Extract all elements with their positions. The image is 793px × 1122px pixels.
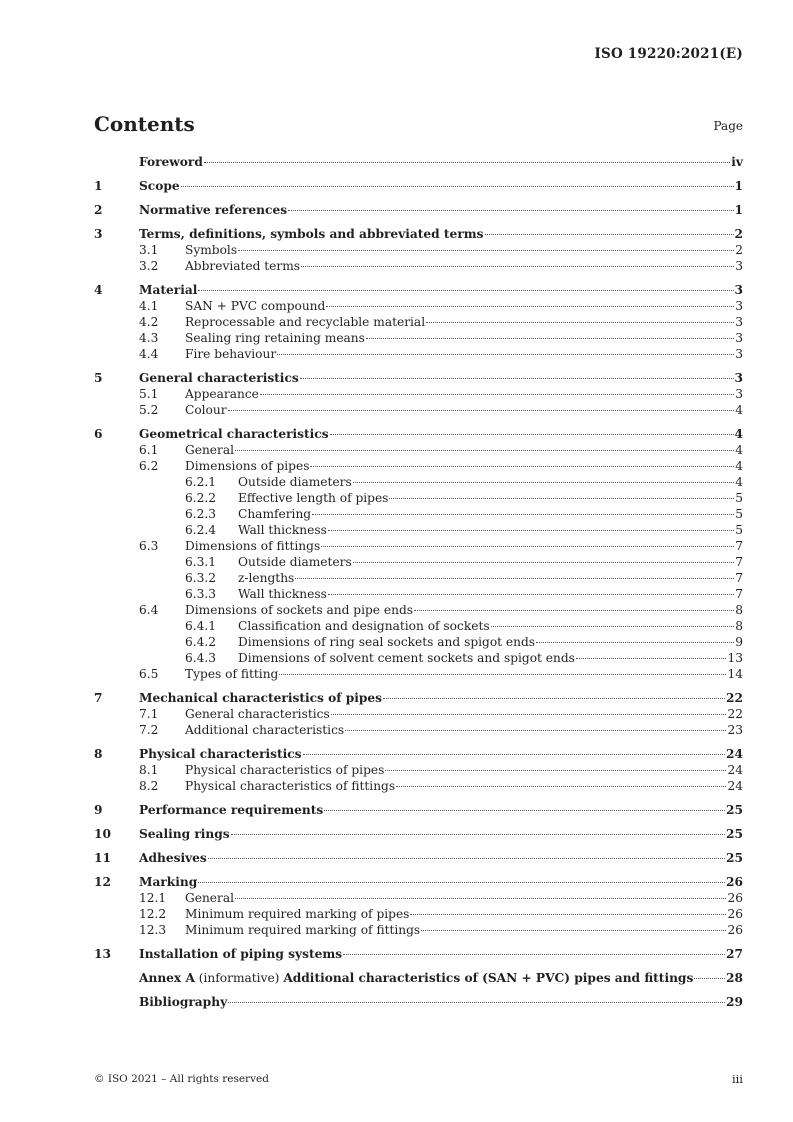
toc-entry-title: Foreword (139, 155, 203, 169)
toc-entry[interactable] (94, 762, 743, 778)
dot-leader (353, 482, 735, 483)
toc-entry-title: Dimensions of ring seal sockets and spigot ends (238, 635, 536, 649)
dot-leader (328, 530, 734, 531)
toc-entry-page: 3 (734, 283, 743, 297)
toc-entry-page: 7 (735, 539, 743, 553)
toc-entry[interactable] (94, 242, 743, 258)
toc-entry-title: Physical characteristics of pipes (185, 763, 385, 777)
toc-entry-page: 2 (735, 243, 743, 257)
toc-entry-page: 9 (735, 635, 743, 649)
dot-leader (303, 754, 725, 755)
annex-title-rest: Additional characteristics of (SAN + PVC) pipes and fittings (283, 971, 694, 985)
toc-entry-number: 12.2 (139, 907, 167, 921)
toc-entry-page: 24 (727, 779, 743, 793)
dot-leader (330, 434, 734, 435)
toc-entry-page: 24 (727, 763, 743, 777)
toc-entry-title: Minimum required marking of pipes (185, 907, 410, 921)
toc-entry-title: Types of fitting (185, 667, 279, 681)
toc-entry-title: Dimensions of fittings (185, 539, 321, 553)
toc-entry[interactable] (94, 458, 743, 474)
dot-leader (414, 610, 734, 611)
toc-entry-number: 1 (94, 179, 103, 193)
toc-entry-number: 6.2 (139, 459, 159, 473)
toc-entry-number: 6.4.3 (185, 651, 217, 665)
dot-leader (312, 514, 734, 515)
toc-entry[interactable] (94, 298, 743, 314)
dot-leader (300, 378, 734, 379)
toc-entry[interactable] (94, 386, 743, 402)
toc-entry-page: 5 (735, 491, 743, 505)
toc-entry-title: Symbols (185, 243, 238, 257)
toc-entry-number: 12.1 (139, 891, 167, 905)
toc-entry-number: 5.2 (139, 403, 159, 417)
toc-entry[interactable] (94, 706, 743, 722)
toc-entry-title: Chamfering (238, 507, 312, 521)
toc-entry-page: 26 (726, 875, 743, 889)
toc-entry[interactable] (94, 538, 743, 554)
toc-entry-title: Dimensions of pipes (185, 459, 310, 473)
toc-entry-page: 8 (735, 603, 743, 617)
toc-entry-page: 3 (735, 331, 743, 345)
toc-entry-title: Normative references (139, 203, 288, 217)
toc-entry[interactable] (94, 890, 743, 906)
toc-entry-number: 6.4 (139, 603, 159, 617)
toc-entry-page: 3 (735, 387, 743, 401)
toc-entry[interactable] (94, 474, 743, 490)
dot-leader (353, 562, 735, 563)
toc-entry[interactable] (94, 154, 743, 170)
toc-entry-page: 22 (726, 691, 743, 705)
toc-entry-number: 6.5 (139, 667, 159, 681)
toc-entry[interactable] (94, 346, 743, 362)
toc-entry-title: Colour (185, 403, 227, 417)
toc-entry-title: Wall thickness (238, 523, 327, 537)
dot-leader (310, 466, 734, 467)
toc-entry-number: 4.4 (139, 347, 159, 361)
toc-entry-page: 7 (735, 587, 743, 601)
dot-leader (198, 290, 733, 291)
toc-entry-number: 6.2.1 (185, 475, 217, 489)
dot-leader (426, 322, 734, 323)
toc-entry-number: 6 (94, 427, 103, 441)
toc-entry-title: Effective length of pipes (238, 491, 389, 505)
toc-entry-title (139, 970, 693, 986)
toc-entry-number: 6.3.2 (185, 571, 217, 585)
toc-entry-number: 4.1 (139, 299, 159, 313)
toc-entry-page: 26 (727, 891, 743, 905)
dot-leader (491, 626, 735, 627)
dot-leader (345, 730, 726, 731)
toc-entry[interactable] (94, 370, 743, 386)
toc-entry[interactable] (94, 442, 743, 458)
dot-leader (279, 674, 726, 675)
toc-entry-number: 3.1 (139, 243, 159, 257)
toc-entry-number: 8.1 (139, 763, 159, 777)
dot-leader (396, 786, 726, 787)
toc-entry-title: Physical characteristics (139, 747, 302, 761)
toc-entry-page: 23 (727, 723, 743, 737)
toc-entry-title: Adhesives (139, 851, 207, 865)
dot-leader (321, 546, 734, 547)
toc-entry-title: Marking (139, 875, 198, 889)
toc-entry[interactable] (94, 970, 743, 986)
toc-entry-number: 10 (94, 827, 111, 841)
toc-entry-number: 6.3.3 (185, 587, 217, 601)
toc-entry[interactable] (94, 906, 743, 922)
toc-entry[interactable] (94, 602, 743, 618)
toc-entry-title: Scope (139, 179, 180, 193)
toc-entry[interactable] (94, 690, 743, 706)
toc-entry[interactable] (94, 850, 743, 866)
toc-entry-page: 26 (727, 923, 743, 937)
dot-leader (366, 338, 734, 339)
toc-entry-page: 4 (735, 403, 743, 417)
toc-entry-number: 3 (94, 227, 103, 241)
toc-entry-page: 24 (726, 747, 743, 761)
toc-entry-title: Bibliography (139, 995, 228, 1009)
toc-entry-title: Geometrical characteristics (139, 427, 329, 441)
toc-entry-number: 8 (94, 747, 103, 761)
toc-entry-number: 6.2.4 (185, 523, 217, 537)
toc-entry-title: Installation of piping systems (139, 947, 343, 961)
toc-entry-number: 7.2 (139, 723, 159, 737)
dot-leader (288, 210, 733, 211)
toc-entry-page: 4 (734, 427, 743, 441)
document-id: ISO 19220:2021(E) (594, 46, 743, 62)
toc-entry-page: 14 (727, 667, 743, 681)
toc-entry[interactable] (94, 650, 743, 666)
toc-entry-number: 2 (94, 203, 103, 217)
page-number: iii (731, 1072, 743, 1086)
toc-entry-page: iv (731, 155, 743, 169)
toc-entry[interactable] (94, 922, 743, 938)
toc-entry-page: 8 (735, 619, 743, 633)
toc-entry-number: 6.2.2 (185, 491, 217, 505)
toc-entry-number: 6.3 (139, 539, 159, 553)
toc-entry-title: Additional characteristics (185, 723, 345, 737)
toc-entry-title: SAN + PVC compound (185, 299, 326, 313)
toc-entry-number: 5 (94, 371, 103, 385)
copyright-notice: © ISO 2021 – All rights reserved (94, 1073, 269, 1085)
toc-entry-title: General (185, 443, 234, 457)
toc-entry-page: 27 (726, 947, 743, 961)
toc-entry[interactable] (94, 506, 743, 522)
dot-leader (331, 714, 727, 715)
toc-entry[interactable] (94, 570, 743, 586)
dot-leader (235, 450, 734, 451)
toc-entry-page: 4 (735, 475, 743, 489)
toc-entry-number: 12 (94, 875, 111, 889)
toc-entry-title: Dimensions of sockets and pipe ends (185, 603, 414, 617)
toc-entry-page: 3 (735, 315, 743, 329)
toc-entry-title: General characteristics (185, 707, 330, 721)
toc-entry-title: Outside diameters (238, 475, 352, 489)
table-of-contents (94, 154, 743, 1010)
toc-entry[interactable] (94, 826, 743, 842)
dot-leader (277, 354, 734, 355)
toc-entry-title: Appearance (185, 387, 259, 401)
toc-entry[interactable] (94, 666, 743, 682)
toc-entry-page: 25 (726, 851, 743, 865)
toc-entry-page: 26 (727, 907, 743, 921)
dot-leader (389, 498, 734, 499)
toc-entry-number: 11 (94, 851, 111, 865)
toc-entry-page: 13 (727, 651, 743, 665)
toc-entry-number: 4.3 (139, 331, 159, 345)
toc-entry-page: 4 (735, 443, 743, 457)
toc-entry[interactable] (94, 282, 743, 298)
toc-entry-title: Abbreviated terms (185, 259, 301, 273)
dot-leader (181, 186, 734, 187)
toc-entry[interactable] (94, 202, 743, 218)
toc-entry-title: Dimensions of solvent cement sockets and spigot ends (238, 651, 575, 665)
toc-entry-number: 6.1 (139, 443, 159, 457)
toc-entry-title: Sealing rings (139, 827, 230, 841)
toc-entry-page: 3 (734, 371, 743, 385)
toc-entry-number: 5.1 (139, 387, 159, 401)
toc-entry[interactable] (94, 330, 743, 346)
toc-entry[interactable] (94, 586, 743, 602)
annex-title-mid: (informative) (194, 971, 284, 985)
toc-entry-number: 4.2 (139, 315, 159, 329)
toc-entry-page: 25 (726, 827, 743, 841)
toc-entry-page: 7 (735, 571, 743, 585)
toc-entry[interactable] (94, 314, 743, 330)
toc-entry-title: Outside diameters (238, 555, 352, 569)
dot-leader (343, 954, 725, 955)
dot-leader (208, 858, 725, 859)
toc-entry-number: 8.2 (139, 779, 159, 793)
toc-entry-number: 7 (94, 691, 103, 705)
toc-entry-page: 5 (735, 507, 743, 521)
dot-leader (324, 810, 725, 811)
toc-entry-number: 6.2.3 (185, 507, 217, 521)
toc-entry-title: Fire behaviour (185, 347, 277, 361)
toc-entry[interactable] (94, 402, 743, 418)
toc-entry-title: General (185, 891, 234, 905)
dot-leader (238, 250, 734, 251)
toc-entry-title: Material (139, 283, 198, 297)
toc-entry[interactable] (94, 746, 743, 762)
annex-title-prefix: Annex A (139, 971, 195, 985)
dot-leader (536, 642, 734, 643)
toc-entry-title: General characteristics (139, 371, 299, 385)
toc-entry[interactable] (94, 178, 743, 194)
toc-entry-page: 2 (734, 227, 743, 241)
toc-entry-number: 6.4.1 (185, 619, 217, 633)
dot-leader (204, 162, 730, 163)
toc-entry[interactable] (94, 634, 743, 650)
toc-entry[interactable] (94, 554, 743, 570)
dot-leader (228, 410, 735, 411)
toc-entry-page: 28 (726, 971, 743, 985)
toc-entry[interactable] (94, 946, 743, 962)
dot-leader (383, 698, 725, 699)
toc-entry-number: 4 (94, 283, 103, 297)
dot-leader (228, 1002, 725, 1003)
dot-leader (198, 882, 725, 883)
dot-leader (301, 266, 734, 267)
dot-leader (576, 658, 727, 659)
toc-entry-page: 3 (735, 347, 743, 361)
toc-entry-page: 5 (735, 523, 743, 537)
toc-entry-page: 29 (726, 995, 743, 1009)
toc-entry-page: 22 (727, 707, 743, 721)
dot-leader (485, 234, 734, 235)
toc-entry-page: 1 (734, 179, 743, 193)
toc-entry[interactable] (94, 778, 743, 794)
page-column-label: Page (713, 119, 743, 133)
toc-entry-number: 6.3.1 (185, 555, 217, 569)
toc-entry[interactable] (94, 874, 743, 890)
toc-entry-title: z-lengths (238, 571, 295, 585)
toc-entry-title: Physical characteristics of fittings (185, 779, 396, 793)
toc-entry[interactable] (94, 802, 743, 818)
toc-entry-title: Minimum required marking of fittings (185, 923, 421, 937)
dot-leader (326, 306, 734, 307)
toc-entry-title: Reprocessable and recyclable material (185, 315, 426, 329)
toc-entry-title: Wall thickness (238, 587, 327, 601)
toc-entry[interactable] (94, 618, 743, 634)
toc-entry[interactable] (94, 994, 743, 1010)
toc-entry-title: Terms, definitions, symbols and abbreviated terms (139, 227, 484, 241)
toc-entry[interactable] (94, 226, 743, 242)
dot-leader (385, 770, 726, 771)
toc-entry-title: Mechanical characteristics of pipes (139, 691, 383, 705)
toc-entry-number: 12.3 (139, 923, 167, 937)
dot-leader (421, 930, 726, 931)
dot-leader (235, 898, 726, 899)
toc-entry[interactable] (94, 426, 743, 442)
toc-entry[interactable] (94, 722, 743, 738)
dot-leader (328, 594, 734, 595)
toc-entry-number: 9 (94, 803, 103, 817)
toc-entry-number: 13 (94, 947, 111, 961)
toc-entry-number: 3.2 (139, 259, 159, 273)
dot-leader (231, 834, 725, 835)
dot-leader (260, 394, 734, 395)
toc-entry-number: 6.4.2 (185, 635, 217, 649)
contents-title: Contents (94, 112, 195, 136)
toc-entry-page: 7 (735, 555, 743, 569)
dot-leader (295, 578, 734, 579)
toc-entry[interactable] (94, 258, 743, 274)
toc-entry-title: Performance requirements (139, 803, 324, 817)
toc-entry-page: 25 (726, 803, 743, 817)
toc-entry-title: Classification and designation of sockets (238, 619, 490, 633)
toc-entry-page: 3 (735, 299, 743, 313)
toc-entry-number: 7.1 (139, 707, 159, 721)
toc-entry-title: Sealing ring retaining means (185, 331, 365, 345)
toc-entry[interactable] (94, 490, 743, 506)
toc-entry-page: 1 (734, 203, 743, 217)
toc-entry[interactable] (94, 522, 743, 538)
dot-leader (410, 914, 726, 915)
dot-leader (694, 978, 725, 979)
toc-entry-page: 3 (735, 259, 743, 273)
toc-entry-page: 4 (735, 459, 743, 473)
